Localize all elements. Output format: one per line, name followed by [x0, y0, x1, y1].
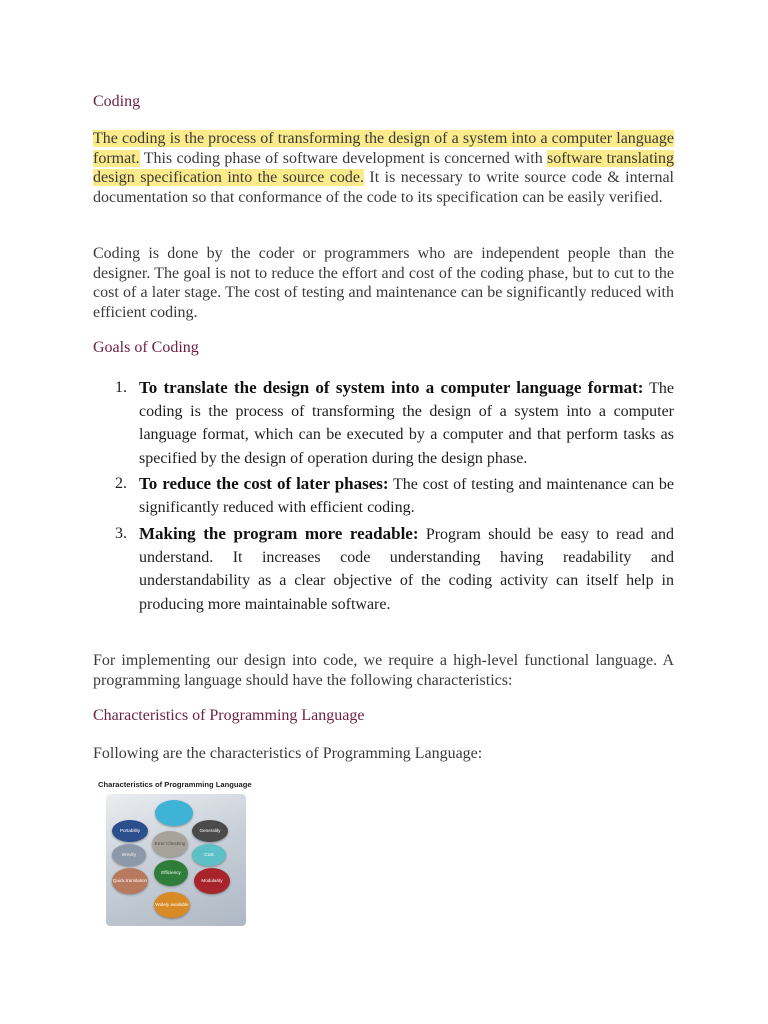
bubble-portability: Portability	[112, 820, 148, 842]
diagram-background	[106, 794, 246, 926]
characteristics-diagram	[93, 774, 263, 930]
bubble-top	[155, 800, 193, 826]
list-item-title: Making the program more readable:	[139, 524, 419, 543]
paragraph-coders: Coding is done by the coder or programmers who are independent people than the designer. The goal is not to reduce the effort and cost of the coding phase, but to cut to the cost of a later stage. The cost of testing and maintenance can be significantly reduced with efficient coding.	[93, 245, 674, 321]
bubble-quick-translation: Quick translation	[112, 868, 148, 894]
list-number: 1.	[115, 379, 127, 396]
heading-characteristics: Characteristics of Programming Language	[93, 707, 365, 724]
list-item-text: The cost of testing and maintenance can be significantly reduced with efficient coding.	[139, 476, 674, 517]
bubble-efficiency: Efficiency	[154, 860, 188, 886]
heading-coding: Coding	[93, 93, 141, 110]
list-item-title: To reduce the cost of later phases:	[139, 474, 389, 494]
bubble-widely-available: Widely available	[154, 892, 190, 918]
goals-list	[93, 376, 674, 618]
bubble-cost: Cost	[192, 844, 226, 866]
paragraph-characteristics-intro: Following are the characteristics of Programming Language:	[93, 745, 483, 762]
list-item	[93, 472, 674, 519]
bubble-brevity: Brevity	[112, 844, 146, 866]
list-item-text: Program should be easy to read and understand. It increases code understanding having readability and understandability as a clear objective of the coding activity can itself help in producing more maintainable software.	[139, 526, 674, 613]
highlight-translation: software translating design specification into the source code.	[93, 149, 675, 186]
paragraph-text: It is necessary to write source code & internal documentation so that conformance of the code to its specification can be easily verified.	[93, 169, 674, 206]
bubble-modularity: Modularity	[194, 868, 230, 894]
diagram-title: Characteristics of Programming Language	[98, 780, 252, 789]
list-number: 2.	[115, 475, 127, 493]
heading-goals: Goals of Coding	[93, 339, 199, 356]
highlight-definition: The coding is the process of transforming the design of a system into a computer language format.	[93, 130, 674, 167]
paragraph-text: This coding phase of software development is concerned with	[139, 149, 548, 167]
list-item-text: The coding is the process of transforming the design of a system into a computer language format, which can be executed by a computer and that perform tasks as specified by the design of operation during the design phase.	[139, 380, 675, 467]
list-item	[93, 522, 674, 616]
list-item	[93, 376, 674, 470]
list-item-title: To translate the design of system into a computer language format:	[139, 378, 644, 397]
paragraph-implementation: For implementing our design into code, we require a high-level functional language. A programming language should have the following characteristics:	[93, 652, 674, 689]
list-number: 3.	[115, 525, 127, 542]
bubble-error-checking: Error Checking	[152, 831, 188, 857]
bubble-generality: Generality	[192, 820, 228, 842]
paragraph-coding-definition	[93, 129, 674, 207]
